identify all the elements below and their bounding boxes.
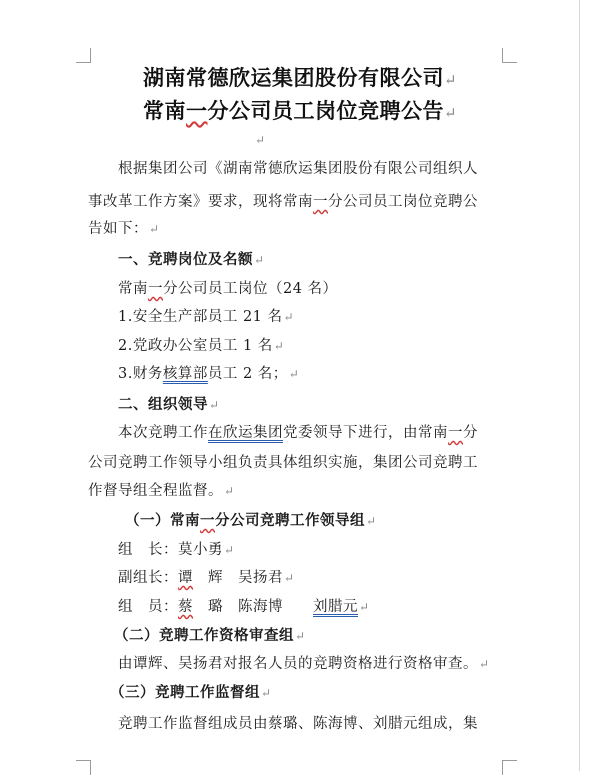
list-item: 2.党政办公室员工 1 名↵ — [118, 338, 285, 354]
paragraph-mark: ↵ — [359, 600, 370, 614]
paragraph-mark: ↵ — [479, 657, 490, 671]
paragraph-mark: ↵ — [295, 629, 306, 643]
spellcheck-word: 一 — [186, 98, 208, 123]
intro-line-1: 根据集团公司《湖南常德欣运集团股份有限公司组织人 — [118, 161, 478, 177]
paragraph-mark: ↵ — [273, 339, 285, 353]
paragraph-mark: ↵ — [261, 686, 272, 700]
corner-mark-bottom-left — [76, 760, 91, 775]
intro-line-3: 告如下：↵ — [88, 221, 160, 237]
spellcheck-word: 一 — [448, 425, 463, 441]
section2-paragraph-line-3: 作督导组全程监督。↵ — [88, 483, 235, 499]
subsection1-heading: （一）常南一分公司竞聘工作领导组↵ — [125, 512, 377, 529]
paragraph-mark: ↵ — [444, 71, 458, 89]
intro-line-2: 事改革工作方案》要求，现将常南一分公司员工岗位竞聘公 — [88, 194, 478, 210]
spellcheck-word: 谭 — [178, 570, 193, 586]
members-line: 组 员：蔡 璐 陈海博 刘腊元↵ — [118, 599, 370, 615]
grammar-flag-word: 核算部 — [162, 366, 208, 382]
paragraph-mark: ↵ — [224, 543, 235, 557]
grammar-flag-word: 刘腊元 — [313, 599, 358, 615]
paragraph-mark: ↵ — [444, 104, 458, 122]
paragraph-mark: ↵ — [255, 133, 266, 147]
paragraph-mark: ↵ — [209, 398, 220, 412]
list-item: 3.财务核算部员工 2 名；↵ — [118, 366, 300, 382]
paragraph-mark: ↵ — [254, 253, 265, 267]
section2-heading: 二、组织领导↵ — [118, 396, 220, 413]
paragraph-mark: ↵ — [224, 484, 235, 498]
section2-paragraph-line-1: 本次竞聘工作在欣运集团党委领导下进行，由常南一分 — [118, 425, 478, 441]
title-line-2: 常南一分公司员工岗位竞聘公告↵ — [143, 98, 458, 123]
page-edge-line — [579, 0, 580, 771]
subsection3-text: 竞聘工作监督组成员由蔡璐、陈海博、刘腊元组成，集 — [118, 716, 478, 732]
subsection3-heading: （三）竞聘工作监督组↵ — [110, 684, 272, 701]
subsection2-text: 由谭辉、吴扬君对报名人员的竞聘资格进行资格审查。↵ — [118, 656, 490, 672]
corner-mark-bottom-right — [502, 760, 517, 775]
spellcheck-word: 蔡 — [178, 599, 193, 615]
corner-mark-top-right — [502, 48, 517, 63]
section1-summary: 常南一分公司员工岗位（24 名） — [118, 281, 338, 297]
title-line-1: 湖南常德欣运集团股份有限公司↵ — [143, 65, 458, 90]
paragraph-mark: ↵ — [283, 310, 295, 324]
paragraph-mark: ↵ — [366, 514, 377, 528]
empty-paragraph — [254, 132, 266, 148]
paragraph-mark: ↵ — [288, 367, 300, 381]
paragraph-mark: ↵ — [149, 222, 160, 236]
corner-mark-top-left — [76, 48, 91, 63]
section1-heading: 一、竞聘岗位及名额↵ — [118, 251, 265, 268]
spellcheck-word: 一 — [200, 512, 215, 529]
grammar-flag-word: 在欣运集团 — [208, 425, 283, 441]
deputy-line: 副组长：谭 辉 吴扬君↵ — [118, 570, 295, 586]
list-item: 1.安全生产部员工 21 名↵ — [118, 309, 295, 325]
paragraph-mark: ↵ — [284, 571, 295, 585]
leader-line: 组 长：莫小勇↵ — [118, 542, 235, 558]
subsection2-heading: （二）竞聘工作资格审查组↵ — [114, 627, 306, 644]
spellcheck-word: 一 — [313, 194, 328, 210]
section2-paragraph-line-2: 公司竞聘工作领导小组负责具体组织实施，集团公司竞聘工 — [88, 455, 478, 471]
spellcheck-word: 一 — [148, 281, 163, 297]
